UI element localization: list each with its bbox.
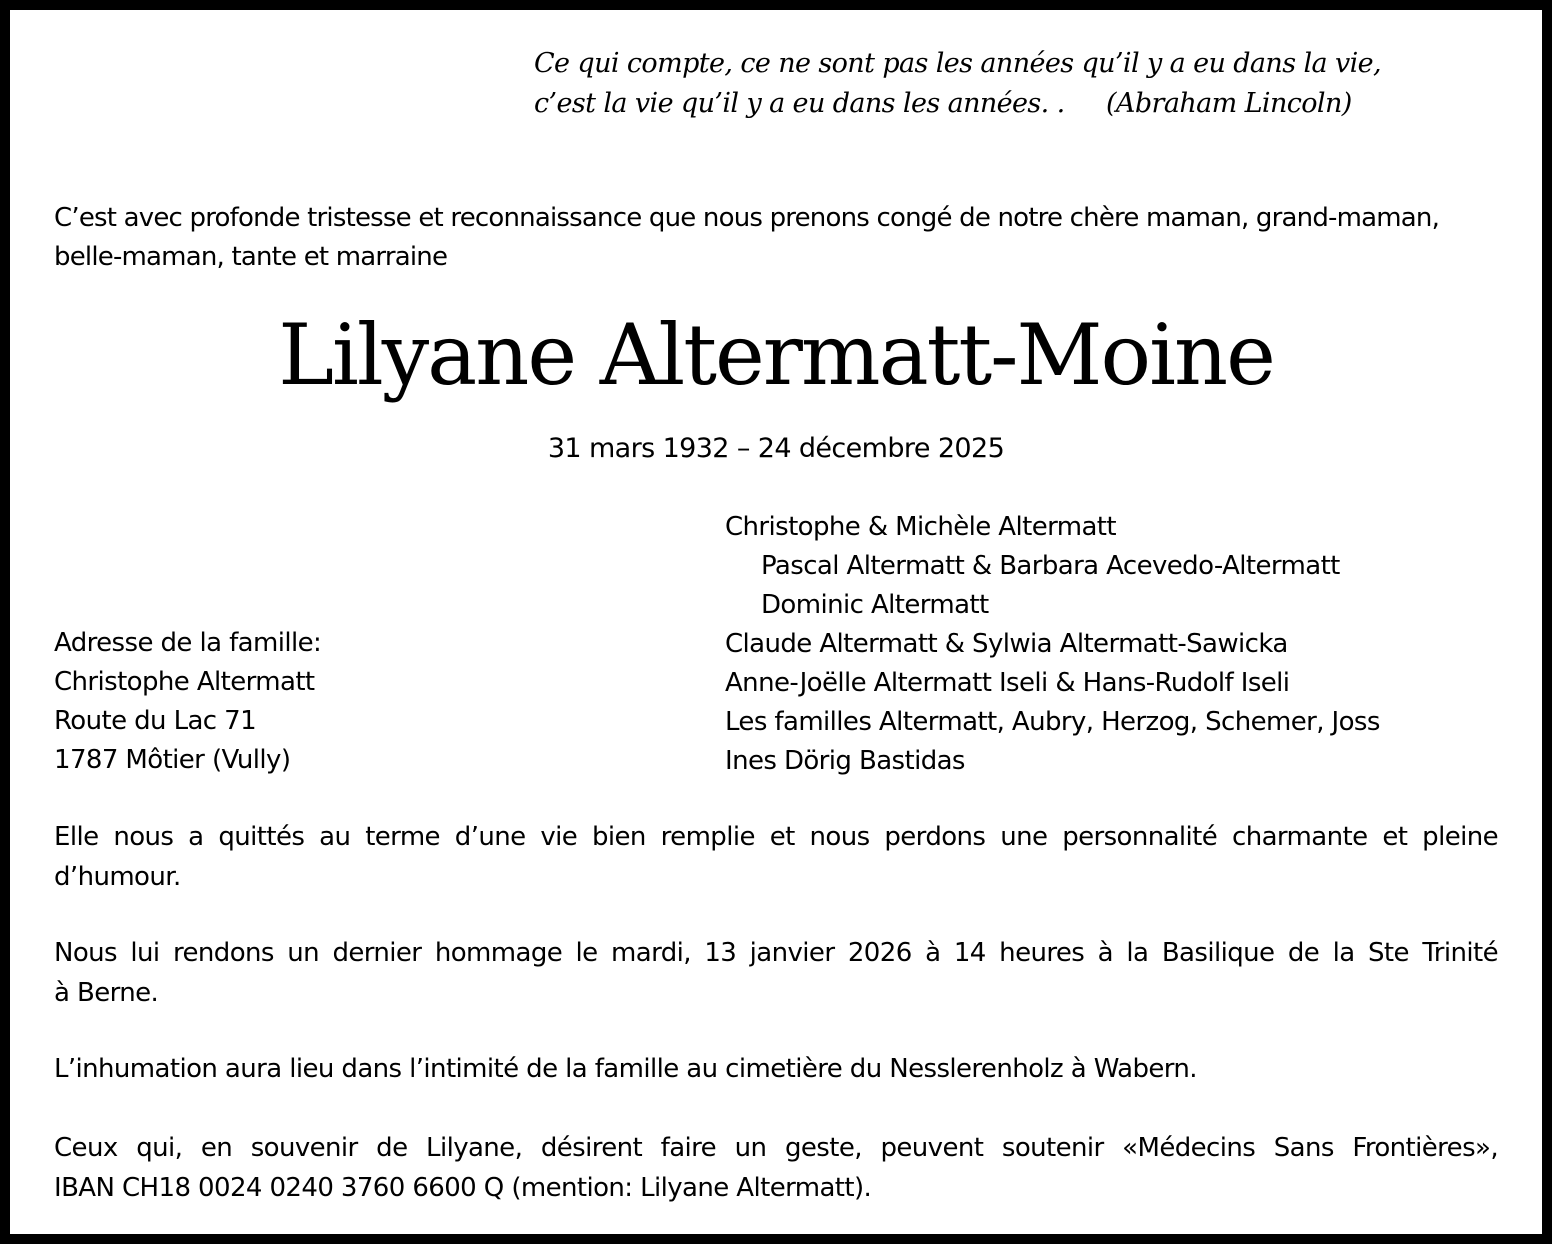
paragraph-line: Ceux qui, en souvenir de Lilyane, désirent faire un geste, peuvent soutenir «Médecins Sans Frontières», (54, 1133, 1498, 1163)
paragraph-burial (54, 1049, 1498, 1089)
family-address (54, 624, 321, 780)
paragraph-tribute (54, 817, 1498, 897)
intro-text (54, 199, 1504, 277)
intro-line-2: belle-maman, tante et marraine (54, 242, 448, 272)
paragraph-line: Nous lui rendons un dernier hommage le mardi, 13 janvier 2026 à 14 heures à la Basilique de la Ste Trinité (54, 938, 1498, 968)
mourner-item: Christophe & Michèle Altermatt (725, 512, 1116, 542)
paragraph-line: Elle nous a quittés au terme d’une vie bien remplie et nous perdons une personnalité charmante et pleine (54, 822, 1498, 852)
paragraph-line: à Berne. (54, 978, 159, 1008)
epigraph-quote (534, 44, 1382, 124)
deceased-name: Lilyane Altermatt-Moine (278, 306, 1274, 404)
mourners-list (725, 508, 1380, 781)
paragraph-ceremony (54, 933, 1498, 1013)
intro-line-1: C’est avec profonde tristesse et reconnaissance que nous prenons congé de notre chère maman, grand-maman, (54, 203, 1440, 233)
mourner-item: Pascal Altermatt & Barbara Acevedo-Altermatt (761, 551, 1340, 581)
mourner-item: Ines Dörig Bastidas (725, 746, 965, 776)
quote-line-1: Ce qui compte, ce ne sont pas les années qu’il y a eu dans la vie, (534, 48, 1382, 79)
address-street: Route du Lac 71 (54, 706, 257, 736)
paragraph-line: d’humour. (54, 862, 181, 892)
mourner-item: Dominic Altermatt (761, 590, 989, 620)
address-name: Christophe Altermatt (54, 667, 315, 697)
quote-line-2: c’est la vie qu’il y a eu dans les années. . (534, 88, 1065, 119)
mourner-item: Les familles Altermatt, Aubry, Herzog, Schemer, Joss (725, 707, 1380, 737)
paragraph-donation (54, 1128, 1498, 1208)
mourner-item: Claude Altermatt & Sylwia Altermatt-Sawicka (725, 629, 1288, 659)
life-dates: 31 mars 1932 – 24 décembre 2025 (547, 433, 1005, 464)
address-city: 1787 Môtier (Vully) (54, 745, 291, 775)
mourner-item: Anne-Joëlle Altermatt Iseli & Hans-Rudolf Iseli (725, 668, 1290, 698)
paragraph-line: L’inhumation aura lieu dans l’intimité de la famille au cimetière du Nesslerenholz à Wabern. (54, 1054, 1197, 1084)
address-label: Adresse de la famille: (54, 628, 322, 658)
quote-author: (Abraham Lincoln) (1106, 88, 1352, 119)
paragraph-line: IBAN CH18 0024 0240 3760 6600 Q (mention: Lilyane Altermatt). (54, 1173, 872, 1203)
